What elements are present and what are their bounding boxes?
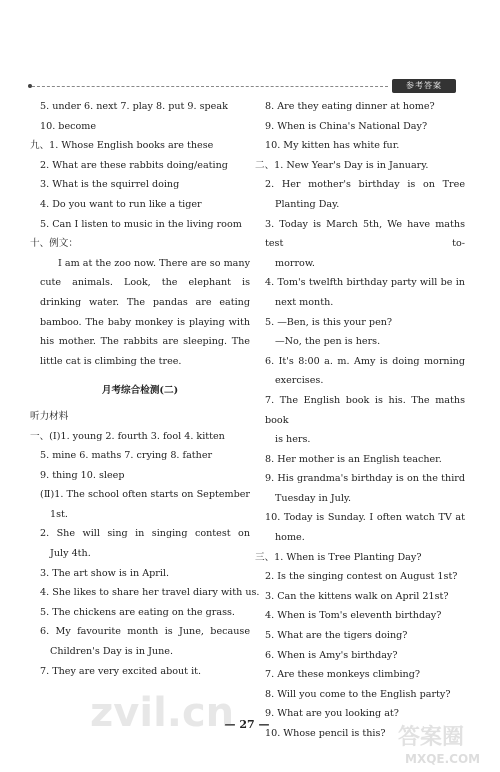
answer-line: 5. mine 6. maths 7. crying 8. father	[40, 450, 213, 462]
answer-line: —No, the pen is hers.	[275, 336, 381, 348]
answer-line: 9. His grandma's birthday is on the third	[265, 473, 465, 485]
answer-line: 9. What are you looking at?	[265, 708, 399, 720]
answer-line: 4. Do you want to run like a tiger	[40, 198, 202, 210]
watermark-mxqe: MXQE.COM	[405, 752, 481, 766]
example-essay	[30, 254, 250, 372]
answer-line: 8. Her mother is an English teacher.	[265, 453, 442, 465]
answer-line: 8. Will you come to the English party?	[265, 688, 451, 700]
answer-line: 10. Whose pencil is this?	[265, 728, 386, 739]
answer-line: 3. Today is March 5th, We have maths test to-	[265, 218, 465, 250]
answer-line: 2. What are these rabbits doing/eating	[40, 159, 228, 171]
answer-line: 5. What are the tigers doing?	[265, 630, 408, 642]
answer-line: 二、1. New Year's Day is in January.	[255, 159, 429, 171]
answer-line: 4. Tom's twelfth birthday party will be in	[265, 277, 465, 289]
answer-line: morrow.	[275, 257, 315, 269]
header-rule	[32, 86, 388, 87]
page-number: — 27 —	[224, 718, 270, 731]
answer-line: 2. She will sing in singing contest on	[40, 528, 250, 540]
left-column	[30, 97, 260, 681]
answer-badge: 参考答案	[392, 79, 456, 93]
answer-line: 7. The English book is his. The maths book	[265, 394, 465, 426]
answer-line: 10. My kitten has white fur.	[265, 140, 400, 152]
answer-line: 十、例文：	[30, 238, 78, 250]
answer-line: 9. When is China's National Day?	[265, 120, 428, 132]
answer-line: Tuesday in July.	[275, 492, 352, 504]
answer-line: is hers.	[275, 434, 311, 446]
answer-line: 6. My favourite month is June, because	[40, 626, 250, 638]
watermark-answer-logo: 答案圈	[398, 725, 465, 750]
answer-line: (Ⅱ)1. The school often starts on September	[40, 489, 250, 501]
answer-line: 1st.	[50, 508, 68, 520]
answer-line: 5. The chickens are eating on the grass.	[40, 606, 235, 618]
answer-line: Children's Day is in June.	[50, 646, 173, 658]
answer-line: 10. Today is Sunday. I often watch TV at	[265, 512, 465, 524]
answer-line: Planting Day.	[275, 198, 340, 210]
answer-line: exercises.	[275, 375, 324, 387]
answer-line: 4. When is Tom's eleventh birthday?	[265, 610, 442, 622]
essay-text: I am at the zoo now. There are so many cute animals. Look, the elephant is drinking water. The pandas are eating bamboo. The baby monkey is playing with his mother. The rabbits are sleeping. The little cat is climbing the tree.	[40, 257, 250, 367]
watermark-zvil: zvil.cn	[90, 690, 235, 736]
answer-line: 8. Are they eating dinner at home?	[265, 101, 435, 112]
answer-line: July 4th.	[50, 548, 91, 560]
answer-line: 3. What is the squirrel doing	[40, 179, 180, 191]
right-column	[255, 97, 465, 744]
answer-line: 三、1. When is Tree Planting Day?	[255, 551, 422, 563]
answer-line: 6. When is Amy's birthday?	[265, 649, 398, 661]
answer-line: 一、(Ⅰ)1. young 2. fourth 3. fool 4. kitten	[30, 430, 225, 442]
answer-line: 九、1. Whose English books are these	[30, 140, 214, 152]
answer-line: 5. under 6. next 7. play 8. put 9. speak	[40, 101, 228, 112]
answer-line: 2. Is the singing contest on August 1st?	[265, 571, 458, 583]
answer-line: 5. —Ben, is this your pen?	[265, 316, 393, 328]
answer-line: 3. Can the kittens walk on April 21st?	[265, 590, 449, 602]
answer-line: 3. The art show is in April.	[40, 567, 170, 579]
answer-line: next month.	[275, 296, 334, 308]
answer-line: 9. thing 10. sleep	[40, 469, 125, 481]
answer-line: 7. They are very excited about it.	[40, 665, 202, 677]
answer-line: 10. become	[40, 120, 97, 132]
answer-line: 6. It's 8:00 a. m. Amy is doing morning	[265, 355, 465, 367]
listening-title: 听力材料	[30, 410, 69, 422]
answer-line: 4. She likes to share her travel diary with us.	[40, 587, 260, 599]
answer-line: 2. Her mother's birthday is on Tree	[265, 179, 465, 191]
answer-line: home.	[275, 532, 305, 544]
answer-line: 7. Are these monkeys climbing?	[265, 669, 421, 681]
answer-line: 5. Can I listen to music in the living room	[40, 218, 242, 230]
section-title: 月考综合检测(二)	[101, 385, 179, 397]
